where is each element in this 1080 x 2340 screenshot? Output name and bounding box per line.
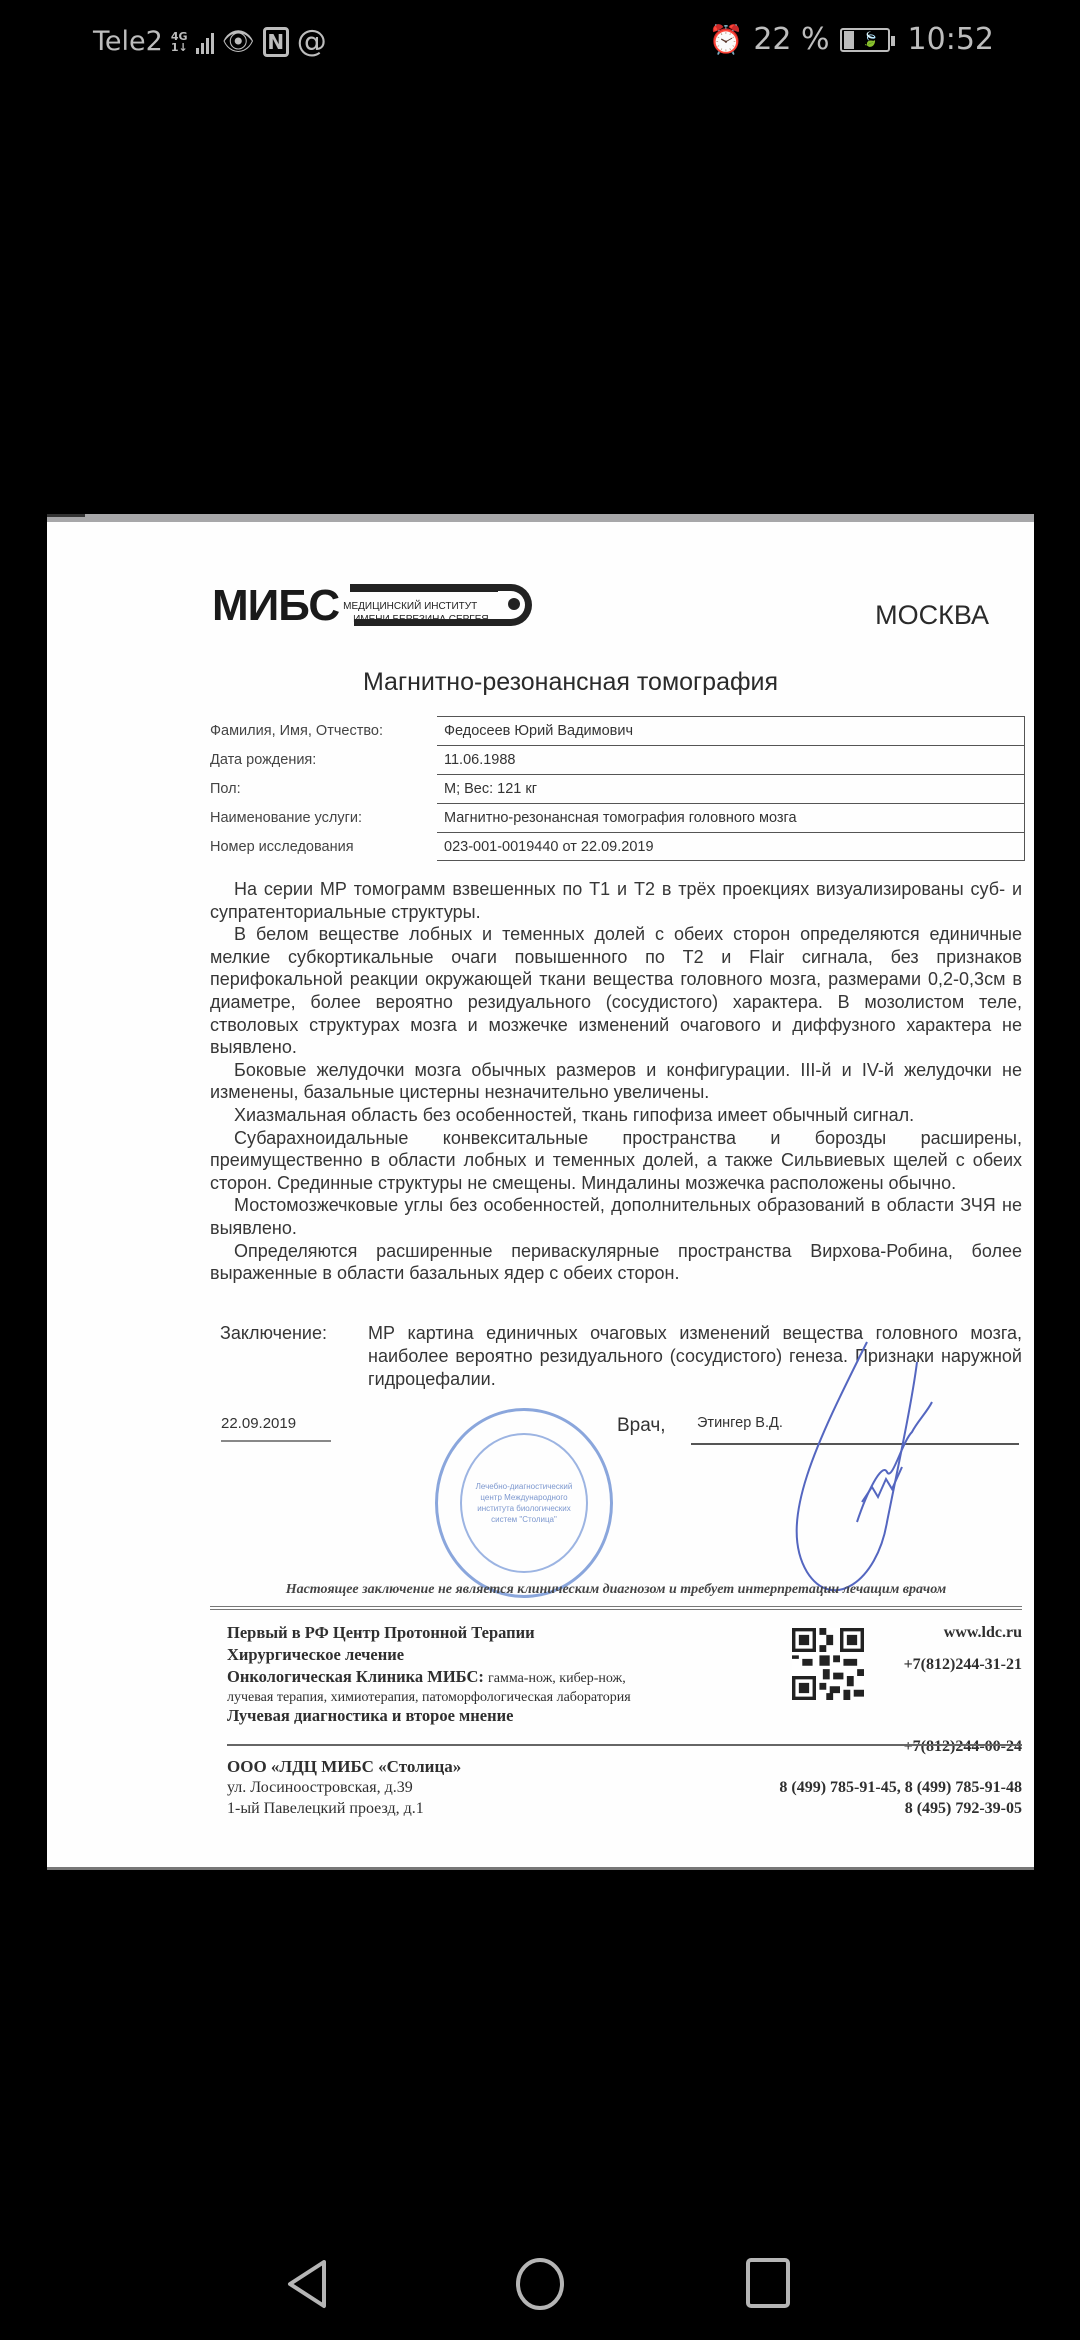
document-page[interactable] (47, 514, 1034, 1870)
clock: 10:52 (907, 22, 994, 57)
recents-icon (740, 2256, 796, 2312)
phone-1: +7(812)244-31-21 (903, 1656, 1022, 1673)
status-bar (0, 0, 1080, 84)
home-icon (512, 2256, 568, 2312)
recents-button[interactable] (740, 2256, 796, 2312)
document-title: Магнитно-резонансная томография (362, 668, 779, 696)
eye-comfort-icon: 👁 (221, 26, 255, 57)
logo-brand: МИБС (212, 581, 340, 630)
company-name: ООО «ЛДЦ МИБС «Столица» (227, 1757, 462, 1776)
patient-info-table (210, 716, 1025, 861)
info-row-service: Наименование услуги: Магнитно-резонансная томография головного мозга (210, 803, 1025, 832)
back-button[interactable] (280, 2256, 336, 2312)
report-paragraph: На серии МР томограмм взвешенных по Т1 и Т2 в трёх проекциях визуализированы суб- и супратенториальные структуры. (210, 879, 1022, 922)
qr-code-icon (792, 1628, 864, 1700)
doctor-role: Врач, (617, 1415, 666, 1436)
signature-date: 22.09.2019 (221, 1415, 331, 1442)
battery-icon (840, 28, 890, 52)
at-icon: @ (296, 24, 327, 59)
info-row-birthdate: Дата рождения: 11.06.1988 (210, 745, 1025, 774)
stamp-icon (435, 1408, 613, 1598)
company-info (227, 1756, 1022, 1819)
home-button[interactable] (512, 2256, 568, 2312)
report-body (210, 878, 1022, 1285)
network-type-icon: 4G 1↓ (170, 29, 188, 54)
navigation-bar (0, 2220, 1080, 2340)
moscow-phones-1: 8 (499) 785-91-45, 8 (499) 785-91-48 (779, 1779, 1022, 1796)
battery-percent: 22 % (753, 22, 830, 57)
conclusion-label: Заключение: (220, 1323, 327, 1343)
conclusion-text: МР картина единичных очаговых изменений вещества головного мозга, наиболее вероятно резидуального (сосудистого) генеза. Признаки наружной гидроцефалии. (368, 1323, 1022, 1389)
clinic-contacts (904, 1622, 1022, 1758)
footer-divider (227, 1744, 1022, 1746)
stamp-text: Лечебно-диагностический центр Международного института биологических систем "Столица" (460, 1433, 588, 1573)
info-row-study-number: Номер исследования 023-001-0019440 от 22.09.2019 (210, 832, 1025, 861)
report-paragraph: Мостомозжечковые углы без особенностей, дополнительных образований в области ЗЧЯ не выявлено. (210, 1195, 1022, 1238)
report-paragraph: Боковые желудочки мозга обычных размеров и конфигурации. III-й и IV-й желудочки не изменены, базальные цистерны незначительно увеличены. (210, 1059, 1022, 1103)
disclaimer: Настоящее заключение не является клиническим диагнозом и требует интерпретации лечащим врачом (210, 1582, 1022, 1610)
city-label: МОСКВА (875, 600, 989, 630)
logo-subtitle: МЕДИЦИНСКИЙ ИНСТИТУТ ИМЕНИ БЕРЕЗИНА СЕРГЕЯ (343, 601, 489, 625)
address-2: 1-ый Павелецкий проезд, д.1 (227, 1800, 424, 1817)
report-paragraph: В белом веществе лобных и теменных долей с обеих сторон определяются единичные мелкие субкортикальные очаги повышенного по Т2 и Flair сигнала, без признаков перифокальной реакции окружающей ткани вещества головного мозга, размерами 0,2-0,3см в диаметре, более вероятно резидуального (сосудистого) характера. В мозолистом теле, стволовых структурах мозга и мозжечке изменений очагового и диффузного характера не выявлено. (210, 924, 1022, 1058)
clinic-services: Первый в РФ Центр Протонной Терапии Хирургическое лечение Онкологическая Клиника МИБС: гамма-нож, кибер-нож, лучевая терапия, химиотерапия, патоморфологическая лаборатория Лучевая диагностика и второе мнение www.ldc.ru +7(812)244-31-21 +7(812)244-00-24 (227, 1622, 1022, 1727)
info-row-sex: Пол: М; Вес: 121 кг (210, 774, 1025, 803)
moscow-phones-2: 8 (495) 792-39-05 (904, 1800, 1022, 1817)
report-paragraph: Хиазмальная область без особенностей, ткань гипофиза имеет обычный сигнал. (234, 1104, 915, 1125)
report-paragraph: Субарахноидальные конвекситальные пространства и борозды расширены, преимущественно в области лобных и теменных долей, а также Сильвиевых щелей с обеих сторон. Срединные структуры не смещены. Миндалины мозжечка расположены обычно. (210, 1127, 1022, 1193)
phone-2: +7(812)244-00-24 (903, 1738, 1022, 1755)
nfc-icon: N (263, 27, 289, 57)
mibs-logo (212, 581, 489, 630)
info-row-name: Фамилия, Имя, Отчество: Федосеев Юрий Вадимович (210, 716, 1025, 745)
alarm-icon: ⏰ (708, 23, 744, 56)
doctor-name: Этингер В.Д. (691, 1415, 1019, 1445)
battery-saver-icon: 🍃 (861, 31, 879, 48)
logo-dot (508, 598, 520, 610)
page-edge-mark (47, 514, 85, 517)
report-paragraph: Определяются расширенные периваскулярные пространства Вирхова-Робина, более выраженные в области базальных ядер с обеих сторон. (210, 1240, 1022, 1284)
logo-arc (354, 584, 532, 626)
address-1: ул. Лосиноостровская, д.39 (227, 1779, 413, 1796)
carrier-name: Tele2 (93, 26, 163, 57)
signal-icon (196, 30, 214, 54)
back-icon (284, 2256, 332, 2312)
website-link: www.ldc.ru (943, 1624, 1022, 1641)
signature-icon (737, 1322, 937, 1612)
